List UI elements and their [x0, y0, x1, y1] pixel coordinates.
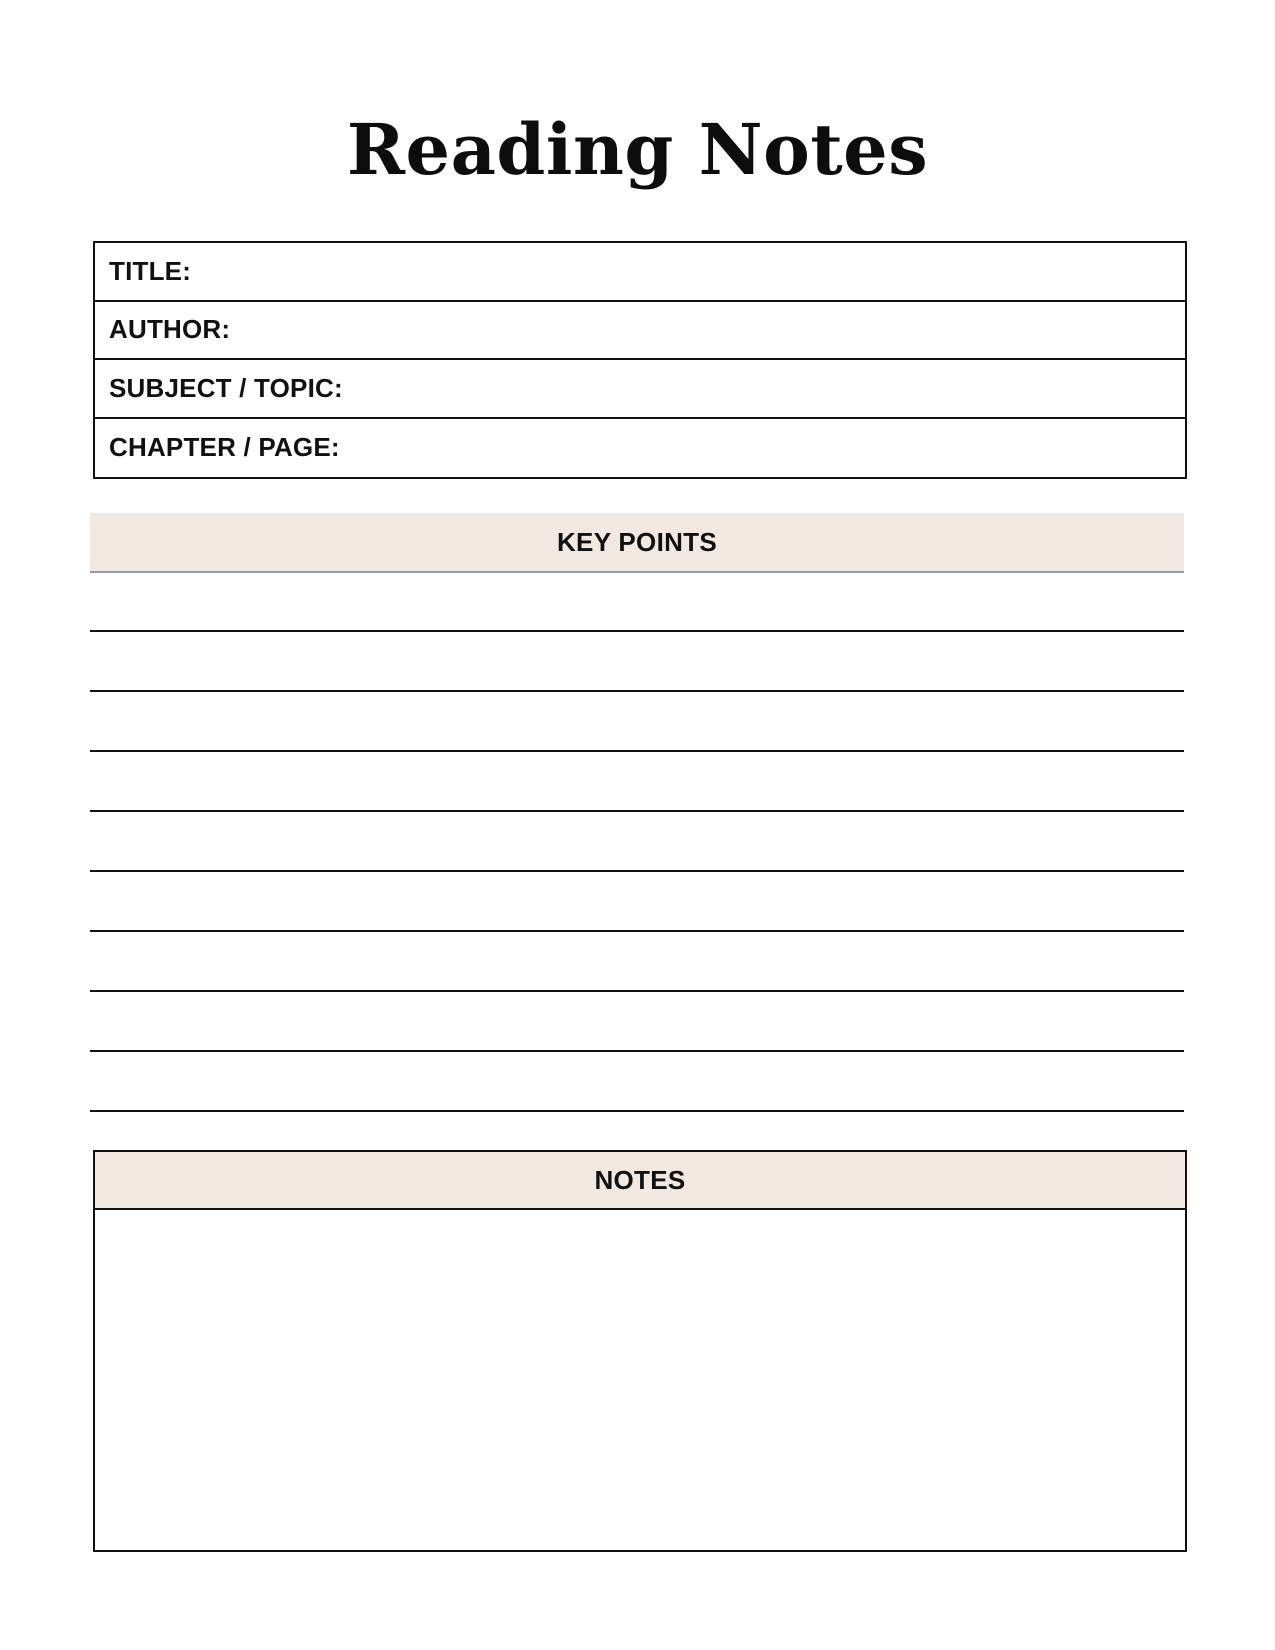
- key-point-line[interactable]: [90, 990, 1184, 992]
- key-point-line[interactable]: [90, 630, 1184, 632]
- page-title: Reading Notes: [346, 108, 929, 191]
- key-point-line[interactable]: [90, 810, 1184, 812]
- key-point-line[interactable]: [90, 1050, 1184, 1052]
- chapter-page-field-label: CHAPTER / PAGE:: [109, 432, 340, 463]
- key-point-line[interactable]: [90, 750, 1184, 752]
- notes-heading: NOTES: [594, 1164, 686, 1195]
- title-field[interactable]: [95, 243, 1185, 302]
- notes-writing-area[interactable]: [95, 1210, 1185, 1550]
- key-point-line[interactable]: [90, 930, 1184, 932]
- info-table: [93, 241, 1187, 479]
- notes-header: [95, 1152, 1185, 1210]
- key-point-line[interactable]: [90, 1110, 1184, 1112]
- chapter-page-field[interactable]: [95, 419, 1185, 478]
- subject-topic-field[interactable]: [95, 360, 1185, 419]
- title-field-label: TITLE:: [109, 255, 192, 286]
- author-field-label: AUTHOR:: [109, 314, 231, 345]
- key-point-line[interactable]: [90, 870, 1184, 872]
- notes-box: [93, 1150, 1187, 1552]
- key-point-line[interactable]: [90, 690, 1184, 692]
- author-field[interactable]: [95, 302, 1185, 361]
- key-points-header: [90, 513, 1184, 573]
- key-points-heading: KEY POINTS: [556, 526, 717, 557]
- subject-topic-field-label: SUBJECT / TOPIC:: [109, 372, 343, 403]
